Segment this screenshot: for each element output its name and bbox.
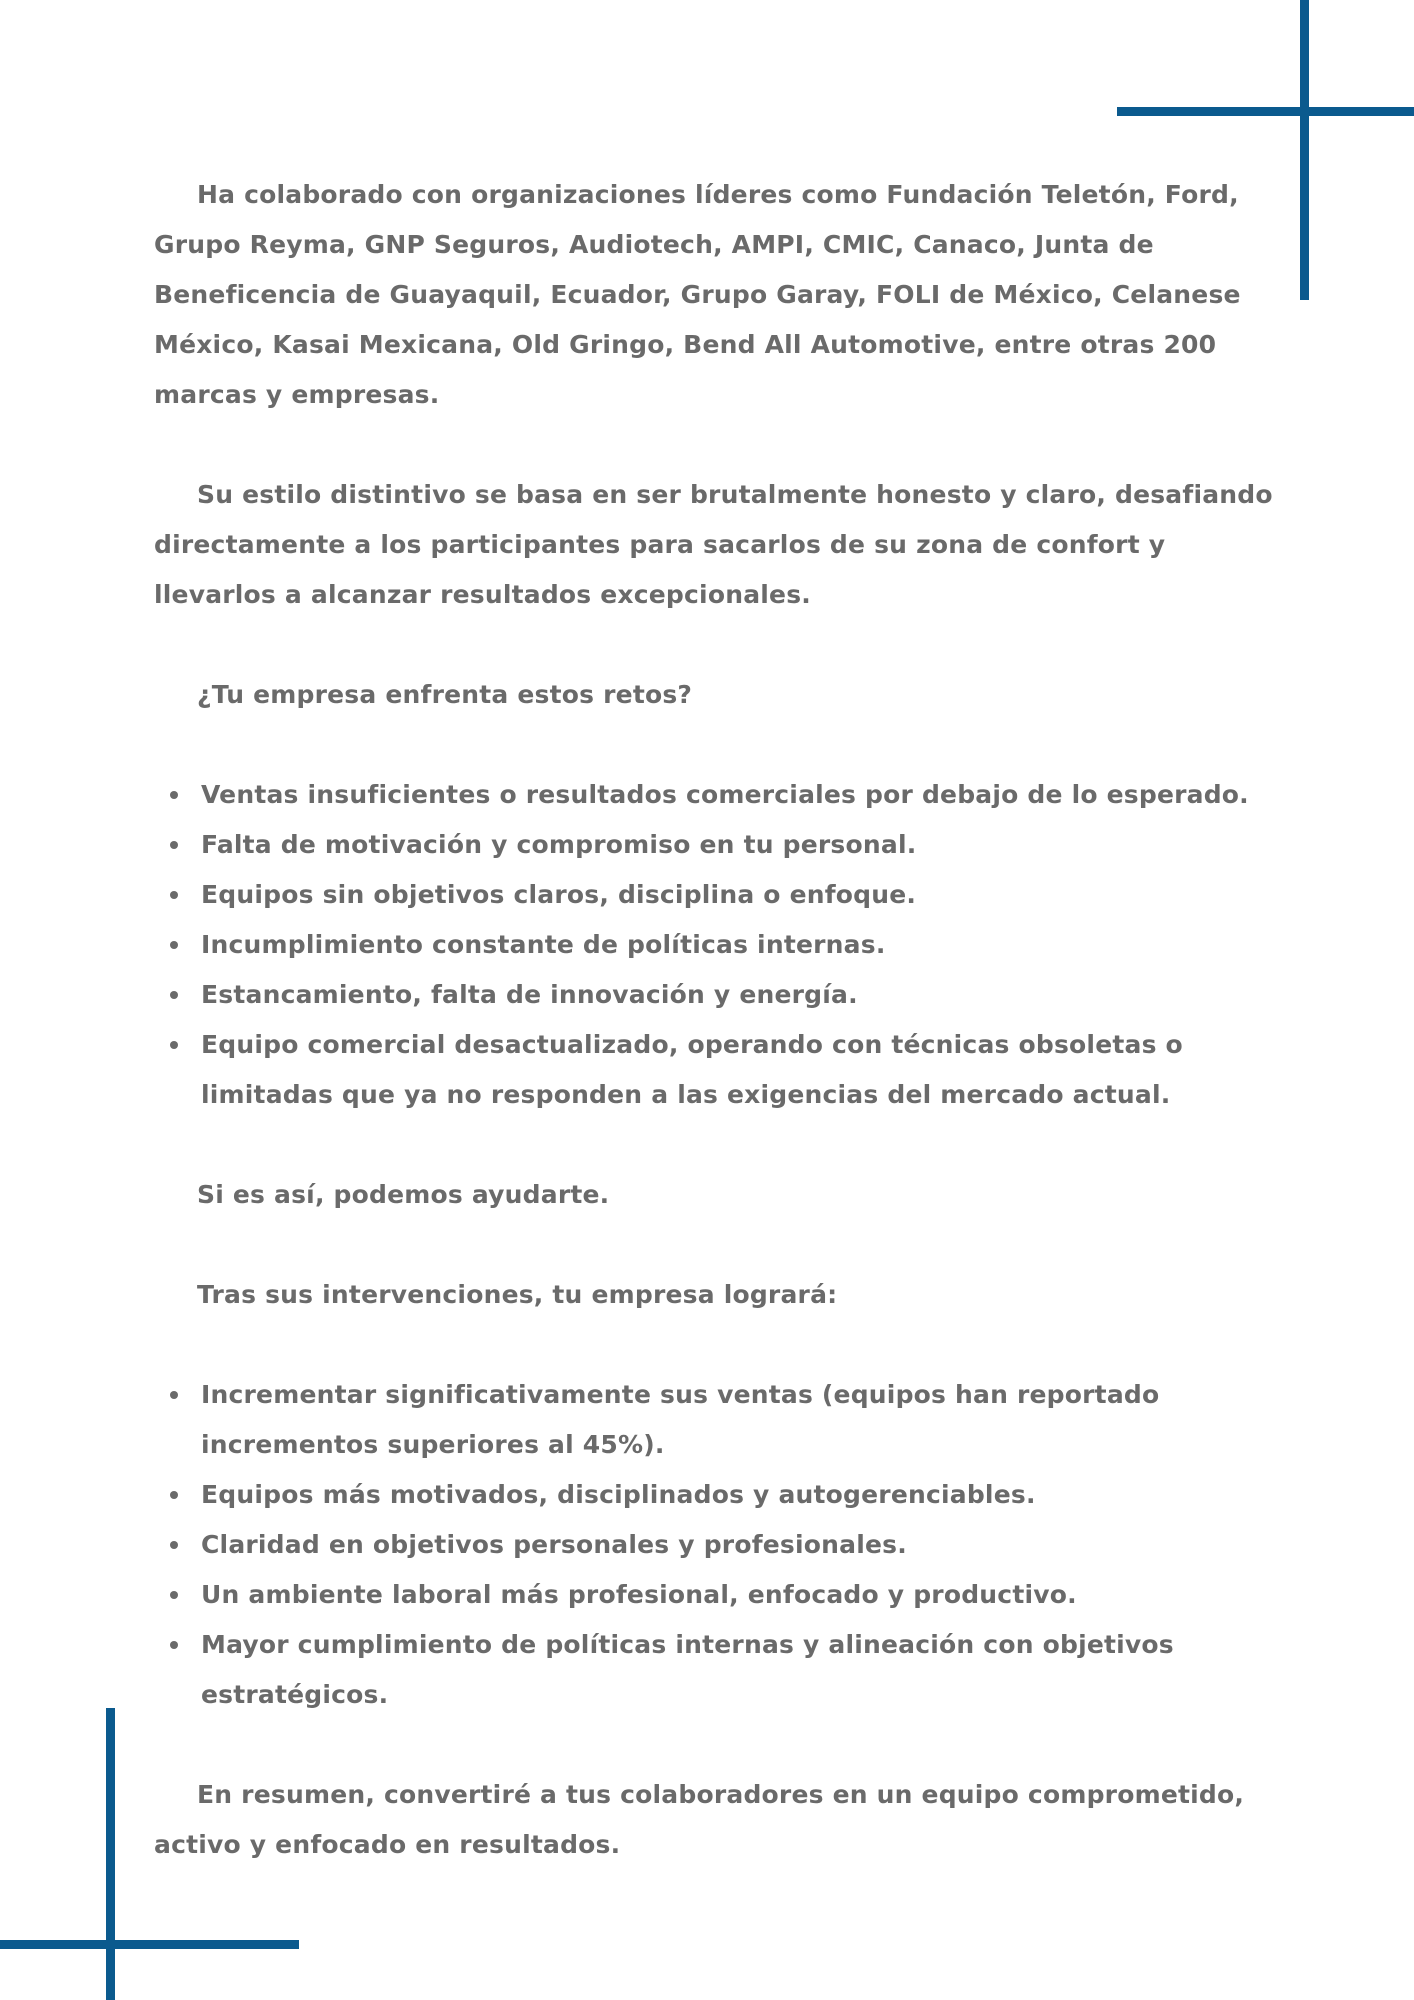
top-right-horizontal-line <box>1117 107 1414 116</box>
result-item: Incrementar significativamente sus ventas (equipos han reportado incrementos superiores al 45%). <box>154 1370 1284 1470</box>
top-right-vertical-line <box>1300 0 1309 300</box>
challenge-item: Falta de motivación y compromiso en tu personal. <box>154 820 1284 870</box>
collaborations-paragraph: Ha colaborado con organizaciones líderes como Fundación Teletón, Ford, Grupo Reyma, GNP Seguros, Audiotech, AMPI, CMIC, Canaco, Junta de Beneficencia de Guayaquil, Ecuador, Grupo Garay, FOLI de México, Celanese México, Kasai Mexicana, Old Gringo, Bend All Automotive, entre otras 200 marcas y empresas. <box>154 180 1241 409</box>
challenge-item: Ventas insuficientes o resultados comerciales por debajo de lo esperado. <box>154 770 1284 820</box>
document-body <box>154 170 1284 1870</box>
result-item: Mayor cumplimiento de políticas internas y alineación con objetivos estratégicos. <box>154 1620 1284 1720</box>
summary-paragraph: En resumen, convertiré a tus colaboradores en un equipo comprometido, activo y enfocado en resultados. <box>154 1780 1245 1859</box>
bottom-left-vertical-line <box>106 1708 115 2000</box>
help-paragraph: Si es así, podemos ayudarte. <box>197 1180 610 1209</box>
challenge-item: Incumplimiento constante de políticas internas. <box>154 920 1284 970</box>
challenges-list <box>154 770 1284 1120</box>
results-list <box>154 1370 1284 1720</box>
challenge-item: Estancamiento, falta de innovación y energía. <box>154 970 1284 1020</box>
results-intro: Tras sus intervenciones, tu empresa logrará: <box>197 1280 838 1309</box>
result-item: Claridad en objetivos personales y profesionales. <box>154 1520 1284 1570</box>
challenge-item: Equipo comercial desactualizado, operando con técnicas obsoletas o limitadas que ya no responden a las exigencias del mercado actual. <box>154 1020 1284 1120</box>
result-item: Un ambiente laboral más profesional, enfocado y productivo. <box>154 1570 1284 1620</box>
style-paragraph: Su estilo distintivo se basa en ser brutalmente honesto y claro, desafiando directamente a los participantes para sacarlos de su zona de confort y llevarlos a alcanzar resultados excepcionales. <box>154 480 1273 609</box>
bottom-left-horizontal-line <box>0 1940 299 1949</box>
challenges-question: ¿Tu empresa enfrenta estos retos? <box>197 680 693 709</box>
challenge-item: Equipos sin objetivos claros, disciplina o enfoque. <box>154 870 1284 920</box>
result-item: Equipos más motivados, disciplinados y autogerenciables. <box>154 1470 1284 1520</box>
